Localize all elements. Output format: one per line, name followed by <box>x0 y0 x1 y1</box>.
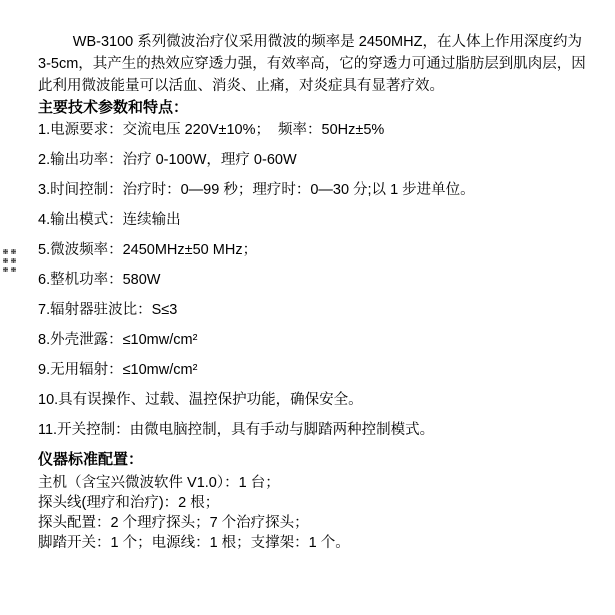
config-item-1: 主机（含宝兴微波软件 V1.0）：1 台； <box>38 475 280 491</box>
section-title-config: 仪器标准配置： <box>38 451 144 468</box>
intro-paragraph: WB-3100 系列微波治疗仪采用微波的频率是 2450MHZ，在人体上作用深度约为 3-5cm，其产生的热效应穿透力强，有效率高，它的穿透力可通过脂肪层到肌肉层，因此利用微波能量可以活血、消炎、止痛，对炎症具有显著疗效。 <box>38 34 586 94</box>
spec-item-1: 1.电源要求：交流电压 220V±10%； 频率：50Hz±5% <box>38 122 385 138</box>
handle-dot <box>3 249 8 254</box>
spec-item-4: 4.输出模式：连续输出 <box>38 212 181 228</box>
section-title-specs: 主要技术参数和特点： <box>38 99 189 116</box>
config-item-4: 脚踏开关：1 个；电源线：1 根；支撑架：1 个。 <box>38 535 350 551</box>
spec-item-10: 10.具有误操作、过载、温控保护功能，确保安全。 <box>38 392 363 408</box>
handle-dot <box>11 249 16 254</box>
document-content <box>38 31 590 553</box>
spec-item-8: 8.外壳泄露：≤10mw/cm² <box>38 332 198 348</box>
handle-dot <box>11 258 16 263</box>
spec-item-6: 6.整机功率：580W <box>38 272 161 288</box>
config-item-3: 探头配置：2 个理疗探头；7 个治疗探头； <box>38 515 309 531</box>
handle-dot <box>3 267 8 272</box>
spec-item-3: 3.时间控制：治疗时：0—99 秒；理疗时：0—30 分;以 1 步进单位。 <box>38 182 475 198</box>
spec-item-7: 7.辐射器驻波比：S≤3 <box>38 302 178 318</box>
spec-item-5: 5.微波频率：2450MHz±50 MHz； <box>38 242 258 258</box>
spec-item-2: 2.输出功率：治疗 0-100W，理疗 0-60W <box>38 152 297 168</box>
spec-item-11: 11.开关控制：由微电脑控制，具有手动与脚踏两种控制模式。 <box>38 422 435 438</box>
spec-item-9: 9.无用辐射：≤10mw/cm² <box>38 362 198 378</box>
config-item-2: 探头线(理疗和治疗)：2 根； <box>38 495 220 511</box>
drag-handle-icon[interactable] <box>3 249 16 272</box>
handle-dot <box>11 267 16 272</box>
handle-dot <box>3 258 8 263</box>
